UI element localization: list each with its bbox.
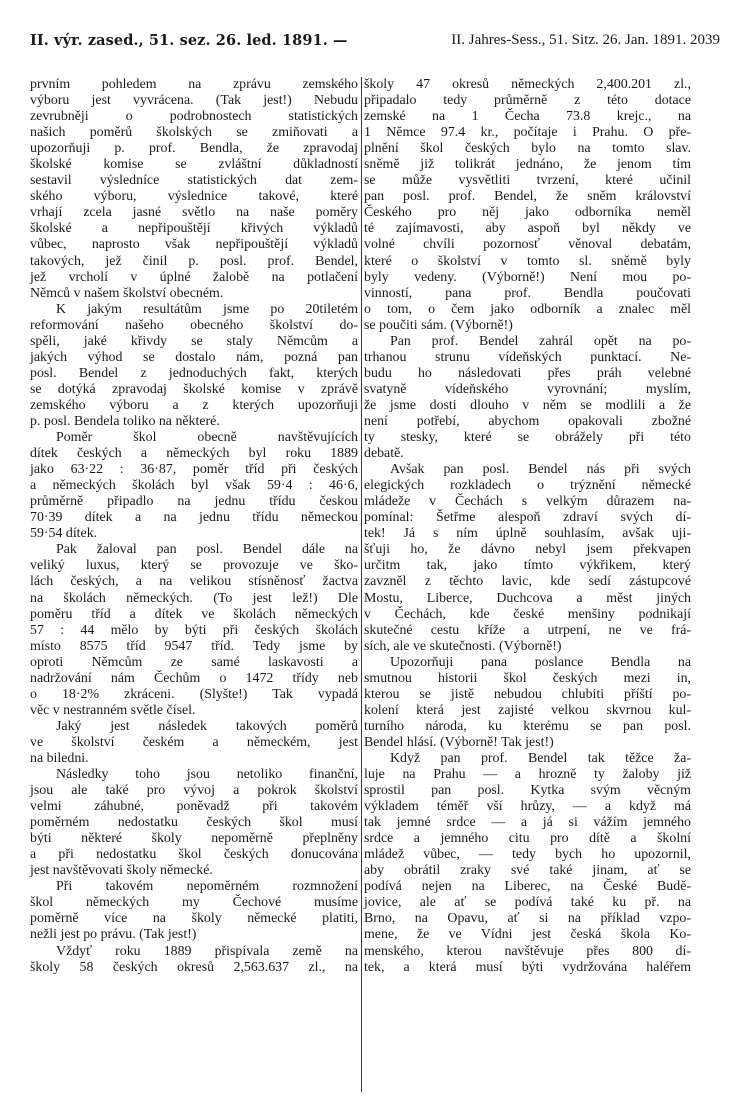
left-column-text-line: věc v nestranném světle čísel. [30,702,196,718]
right-column-text-line: připadalo tedy průměrně z této dotace [364,93,691,109]
right-column-text-line: výkladem téměř vší hrůzy, — a když má [364,799,691,815]
left-column-text-line: býti některé školy nepoměrně přeplněny [30,831,358,847]
header-czech-session [30,32,348,49]
right-column-text-line: šťuji ho, že dávno nebyl jsem překvapen [364,542,691,558]
left-column-text-line: Němců v našem školství obecném. [30,285,224,301]
right-column-text-line: Avšak pan posl. Bendel nás při svých [390,462,691,478]
left-column-text-line: Při takovém nepoměrném rozmnožení [56,879,358,895]
left-column-text-line: jakých výhod se dostalo nám, pozná pan [30,349,358,365]
left-column-text-line: Pak žaloval pan posl. Bendel dále na [56,542,358,558]
left-column-text-line: oproti Němcům ze samé laskavosti a [30,654,358,670]
left-column-text-line: jako 63·22 : 36·87, poměr tříd při českých [30,462,358,478]
right-column-text-line: svatyně vídeňského vyrovnání; myslím, [364,381,691,397]
left-column-text-line: školské komise se zvláštní důkladností [30,157,358,173]
left-column-text-line: Následky toho jsou netoliko finanční, [56,767,358,783]
right-column-text-line: skutečné cestu kříže a utrpení, ne ve frá- [364,622,691,638]
left-column-text-line: ve školství českém a německém, jest [30,734,358,750]
left-column-text-line: nežli jest po právu. (Tak jest!) [30,927,197,943]
right-column-text-line: pomínal: Šetřme alespoň zdraví svých dí- [364,510,691,526]
left-column-text-line: vůbec, naprosto však nepřipouštějí výkladů [30,237,358,253]
right-column-text-line: mládeže v Čechách s velkým důrazem na- [364,494,691,510]
right-column-text-line: byly vedeny. (Výborně!) Není mou po- [364,269,691,285]
right-text-column [364,77,691,976]
left-column-text-line: Vždyť roku 1889 přispívala země na [56,943,358,959]
right-column-text-line: smutnou historii škol českých mezi in, [364,670,691,686]
right-column-text-line: mládež vůbec, — tedy bych ho upozornil, [364,847,691,863]
left-column-text-line: lách českých, a na velikou stísněnosť žactva [30,574,358,590]
header-separator: — [333,32,348,49]
left-column-text-line: prvním pohledem na zprávu zemského [30,77,358,92]
right-column-text-line: které o školství v tomto sl. sněmě byly [364,253,691,269]
right-column-text-line: tek! Já s ním úplně souhlasím, avšak uji- [364,526,691,542]
left-column-text-line: na biledni. [30,750,89,766]
left-column-text-line: a německých školách byl však 59·4 : 46·6, [30,478,358,494]
right-column-text-line: aby obrátil zraky své také jinam, ať se [364,863,691,879]
left-column-text-line: a při nedostatku škol českých donucována [30,847,358,863]
left-column-text-line: reformování našeho obecného školství do- [30,317,358,333]
left-column-text-line: průměrně připadlo na jednu třídu českou [30,494,358,510]
left-column-text-line: se dotýká zpravodaj školské komise v zprávě [30,381,358,397]
right-column-text-line: se poučiti sám. (Výborně!) [364,317,513,333]
left-column-text-line: p. posl. Bendela toliko na některé. [30,413,220,429]
left-column-text-line: Jaký jest následek takových poměrů [56,718,358,734]
right-column-text-line: školy 47 okresů německých 2,400.201 zl., [364,77,691,92]
right-column-text-line: jovice, ale ať se podívá také ku př. na [364,895,691,911]
right-column-text-line: Brno, na Opavu, ať si na příklad vzpo- [364,911,691,927]
right-column-text-line: mene, že ve Vídni jest česká škola Ko- [364,927,691,943]
right-column-text-line: vinností, pana prof. Bendla poučovati [364,285,691,301]
right-column-text-line: určitm tak, jako tímto výkřikem, který [364,558,691,574]
right-column-text-line: sích, ale ve skutečnosti. (Výborně!) [364,638,562,654]
right-column-text-line: té zajímavosti, aby aspoň byl někdy ve [364,221,691,237]
right-column-text-line: sprostil pan posl. Kytka svým věcným [364,783,691,799]
right-column-text-line: v Čechách, kde české menšiny podnikají [364,606,691,622]
left-column-text-line: K jakým resultátům jsme po 20tiletém [56,301,358,317]
right-column-text-line: sněmě již tolikrát jednáno, že jenom tím [364,157,691,173]
right-column-text-line: 1 Němce 97.4 kr., počítaje i Prahu. O pře- [364,125,691,141]
right-column-text-line: Když pan prof. Bendel tak těžce ža- [390,750,691,766]
left-column-text-line: na školách německých. (To jest lež!) Dle [30,590,358,606]
right-column-text-line: kterou se jistě nebudou chlubiti příští po- [364,686,691,702]
left-column-text-line: ského výboru, výslednice takové, které [30,189,358,205]
right-column-text-line: není potřebí, abychom opakovali zbožné [364,413,691,429]
left-column-text-line: o 18·2% zkráceni. (Slyšte!) Tak vypadá [30,686,358,702]
left-column-text-line: dítek českých a německých byl roku 1889 [30,446,358,462]
left-column-text-line: spěli, jaké křivdy se staly Němcům a [30,333,358,349]
right-column-text-line: Bendel hlásí. (Výborně! Tak jest!) [364,734,554,750]
left-column-text-line: jsou ale také pro vývoj a pokrok školství [30,783,358,799]
header-czech-text: II. výr. zased., 51. sez. 26. led. 1891. [30,32,328,49]
left-column-text-line: Poměr škol obecně navštěvujících [56,430,358,446]
right-column-text-line: Českého pro něj jako odborníka neměl [364,205,691,221]
right-column-text-line: luje na Prahu — a hrozně ty žaloby již [364,767,691,783]
header-german-text: II. Jahres-Sess., 51. Sitz. 26. Jan. 1891. 2039 [451,32,720,48]
right-column-text-line: podívá nejen na Liberec, na České Budě- [364,879,691,895]
left-column-text-line: 59·54 dítek. [30,526,98,542]
left-column-text-line: poměru tříd a dítek ve školách německých [30,606,358,622]
right-column-text-line: turního národa, ku kterému se pan posl. [364,718,691,734]
right-column-text-line: ty stesky, které se obrážely při této [364,430,691,446]
left-column-text-line: nadržování nám Čechům o 1472 třídy neb [30,670,358,686]
right-column-text-line: trhanou strunu vídeňských punktací. Ne- [364,349,691,365]
right-column-text-line: tek, a která musí býti vydržována haléřem [364,959,691,975]
left-column-text-line: místo 8575 tříd 9547 tříd. Tedy jsme by [30,638,358,654]
right-column-text-line: pan posl. prof. Bendel, že sněm království [364,189,691,205]
left-column-text-line: vrhají zcela jasné světlo na naše poměry [30,205,358,221]
left-column-text-line: poměrně více na školy německé platiti, [30,911,358,927]
left-column-text-line: posl. Bendel z jednoduchých fakt, kterých [30,365,358,381]
left-column-text-line: zevrubněji o podrobnostech statistických [30,109,358,125]
left-column-text-line: sestavil výsledníce statistických dat zem- [30,173,358,189]
right-column-text-line: elegických rozkladech o trýznění německé [364,478,691,494]
left-column-text-line: výboru jest vyvrácena. (Tak jest!) Nebudu [30,93,358,109]
right-column-text-line: Mostu, Liberce, Duchcova a měst jiných [364,590,691,606]
left-column-text-line: školy 58 českých okresů 2,563.637 zl., na [30,959,358,975]
right-column-text-line: volné chvíli pozornosť věnoval debatám, [364,237,691,253]
left-column-text-line: poměrném nedostatku českých škol musí [30,815,358,831]
left-column-text-line: 57 : 44 mělo by býti při českých školách [30,622,358,638]
right-column-text-line: debatě. [364,446,404,462]
right-column-text-line: že jsme dosti dlouho v něm se modlili a že [364,397,691,413]
right-column-text-line: zemské na 1 Čecha 73.8 krejc., na [364,109,691,125]
right-column-text-line: srdce a jemného citu pro dítě a školní [364,831,691,847]
left-column-text-line: veliký luxus, který se provozuje ve ško- [30,558,358,574]
left-column-text-line: 70·39 dítek a na jednu třídu německou [30,510,358,526]
right-column-text-line: zavzněl z těchto lavic, kde sedí zástupcové [364,574,691,590]
left-text-column [30,77,358,976]
right-column-text-line: Upozorňuji pana poslance Bendla na [390,654,691,670]
right-column-text-line: kolení která jest zajisté velkou skvrnou kul- [364,702,691,718]
left-column-text-line: takových, jež činil p. posl. prof. Bendel, [30,253,358,269]
page-header [30,32,720,56]
left-column-text-line: našich poměrů školských se zmiňovati a [30,125,358,141]
left-column-text-line: upozorňuji p. prof. Bendla, že zpravodaj [30,141,358,157]
column-divider [361,77,362,1092]
right-column-text-line: tak jemné srdce — a já si vážím jemného [364,815,691,831]
left-column-text-line: školské a nepřipouštějí křivých výkladů [30,221,358,237]
left-column-text-line: škol německých my Čechové musíme [30,895,358,911]
left-column-text-line: jež vrcholí v úplné žalobě na potlačení [30,269,358,285]
right-column-text-line: o tom, o čem jako odborník a znalec měl [364,301,691,317]
right-column-text-line: plnění škol českých bylo na tomto slav. [364,141,691,157]
header-german-session [451,32,720,49]
right-column-text-line: menského, kterou navštěvuje přes 800 dí- [364,943,691,959]
left-column-text-line: velmi záhubné, poněvadž při takovém [30,799,358,815]
right-column-text-line: Pan prof. Bendel zahrál opět na po- [390,333,691,349]
right-column-text-line: budu ho následovati přes práh velebné [364,365,691,381]
left-column-text-line: zemského výboru a z kterých upozorňuji [30,397,358,413]
right-column-text-line: se může vysvětliti tvrzení, které učinil [364,173,691,189]
left-column-text-line: jest navštěvovati školy německé. [30,863,213,879]
